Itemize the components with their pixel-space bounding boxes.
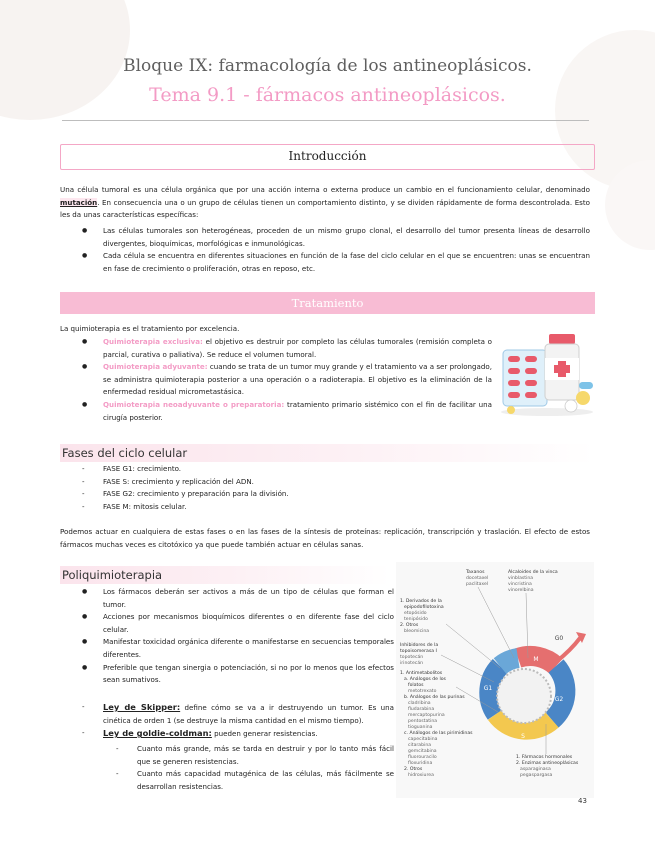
- diagram-label: floxuridina: [408, 761, 433, 766]
- diagram-label: tenipósido: [404, 617, 428, 622]
- medicine-pills-icon: [497, 328, 597, 418]
- diagram-label: pentostatina: [408, 719, 438, 724]
- cell-cycle-diagram: [396, 562, 594, 798]
- resistance-sublist: [116, 743, 394, 793]
- diagram-label: Taxanos: [466, 570, 485, 575]
- law-text: define cómo se va a ir destruyendo un tumor. Es una cinética de orden 1 (se destruye la misma cantidad en el mismo tiempo).: [103, 703, 394, 725]
- diagram-label: metotrexato: [408, 689, 437, 694]
- list-item: - Cuanto más capacidad mutagénica de las células, más fácilmente se desarrollan resistencias.: [116, 768, 394, 793]
- law-text: pueden generar resistencias.: [211, 729, 318, 739]
- highlight-mutacion: mutación: [60, 197, 98, 207]
- diagram-label: docetaxel: [466, 576, 489, 581]
- poli-bullet-list: [82, 586, 394, 687]
- phase-s-label: S: [521, 733, 525, 740]
- law-term: Ley de Skipper:: [103, 702, 181, 712]
- diagram-label: vinblastina: [508, 576, 534, 581]
- list-item: - Cuanto más grande, más se tarda en destruir y por lo tanto más fácil que se generen resistencias.: [116, 743, 394, 768]
- fases-paragraph: Podemos actuar en cualquiera de estas fases o en las fases de la síntesis de proteínas: replicación, transcripción y traslación. El efecto de estos fármacos muchas veces es citotóxico ya que puede también actuar en células sanas.: [60, 527, 590, 549]
- diagram-label: 2. Enzimas antineoplásicas: [516, 761, 579, 766]
- diagram-label: gemcitabina: [408, 749, 437, 754]
- diagram-label: 2. Otros: [400, 623, 419, 628]
- term-text: tratamiento primario sistémico con el fin de facilitar una cirugía posterior.: [103, 399, 492, 422]
- list-item: - FASE G2: crecimiento y preparación para la división.: [82, 488, 582, 501]
- diagram-label: irinotecán: [400, 661, 424, 666]
- diagram-label: etopósido: [404, 611, 427, 616]
- tratamiento-lead: La quimioterapia es el tratamiento por excelencia.: [60, 324, 240, 333]
- list-item: [82, 399, 492, 424]
- diagram-label: topotecán: [400, 655, 424, 660]
- term-label: Quimioterapia neoadyuvante o preparatoria:: [103, 399, 285, 409]
- diagram-label: vinorelbina: [508, 588, 534, 593]
- title-divider: [62, 120, 589, 121]
- intro-text: . En consecuencia una o un grupo de células tienen un comportamiento distinto, y se dividen rápidamente de forma descontrolada. Esto les da unas características específicas:: [60, 197, 590, 220]
- diagram-label: asparaginasa: [520, 767, 551, 772]
- fases-list: [82, 463, 582, 513]
- diagram-label: cladribina: [408, 701, 431, 706]
- intro-paragraph: [60, 184, 590, 222]
- diagram-label: Alcaloides de la vinca: [508, 570, 558, 575]
- term-text: cuando se trata de un tumor muy grande y el tratamiento va a ser prolongado, se administra quimioterapia posterior a una operación o a radioterapia. El objetivo es la eliminación de la enfermedad residual micrometastásica.: [103, 362, 492, 397]
- diagram-label: b. Análogos de las purinas: [404, 695, 465, 700]
- diagram-label: mercaptopurina: [408, 713, 445, 718]
- diagram-label: fludarabina: [408, 707, 435, 712]
- diagram-label: paclitaxel: [466, 582, 489, 587]
- diagram-label: 1. Derivados de la: [400, 599, 442, 604]
- topic-title: Tema 9.1 - fármacos antineoplásicos.: [149, 84, 506, 106]
- diagram-label: citarabina: [408, 743, 432, 748]
- intro-bullet-list: [82, 225, 590, 275]
- page-number: 43: [578, 797, 587, 805]
- diagram-label: capecitabina: [408, 737, 438, 742]
- laws-list: [82, 701, 394, 741]
- tratamiento-list: [82, 336, 492, 424]
- list-item: ● Acciones por mecanismos bioquímicos diferentes o en diferente fase del ciclo celular.: [82, 611, 394, 636]
- list-item: [82, 701, 394, 727]
- diagram-label: tioguanina: [408, 725, 433, 730]
- list-item: - FASE G1: crecimiento.: [82, 463, 582, 476]
- law-term: Ley de goldie-coldman:: [103, 728, 212, 739]
- diagram-label: pegaspargasa: [520, 773, 553, 778]
- diagram-label: hidroxiurea: [408, 773, 434, 778]
- term-label: Quimioterapia exclusiva:: [103, 337, 203, 346]
- list-item: [82, 727, 394, 741]
- diagram-label: c. Análogos de las pirimidinas: [404, 731, 473, 736]
- list-item: ● Cada célula se encuentra en diferentes situaciones en función de la fase del ciclo celular en el que se encuentren: unas se encuentran en fase de crecimiento o proliferación, otras en reposo, etc.: [82, 250, 590, 275]
- list-item: [82, 336, 492, 361]
- term-text: el objetivo es destruir por completo las células tumorales (remisión completa o parcial, curativa o paliativa). Se reduce el volumen tumoral.: [103, 337, 493, 359]
- poli-heading: Poliquimioterapia: [60, 566, 390, 584]
- list-item: ● Preferible que tengan sinergia o potenciación, si no por lo menos que los efectos sean sumativos.: [82, 662, 394, 687]
- block-title: Bloque IX: farmacología de los antineoplásicos.: [123, 56, 532, 76]
- list-item: ● Manifestar toxicidad orgánica diferente o manifestarse en secuencias temporales diferentes.: [82, 636, 394, 661]
- term-label: Quimioterapia adyuvante:: [103, 362, 208, 372]
- list-item: [82, 361, 492, 399]
- diagram-label: folatos: [408, 683, 424, 688]
- list-item: - FASE M: mitosis celular.: [82, 501, 582, 514]
- phase-g1-label: G1: [483, 685, 493, 692]
- list-item: ● Las células tumorales son heterogéneas, proceden de un mismo grupo clonal, el desarrollo del tumor presenta líneas de desarrollo divergentes, bioquímicas, morfológicas e inmunológicas.: [82, 225, 590, 250]
- phase-g2-label: G2: [554, 696, 564, 703]
- list-item: - FASE S: crecimiento y replicación del ADN.: [82, 476, 582, 489]
- phase-g0-label: G0: [554, 635, 564, 642]
- tratamiento-heading: Tratamiento: [60, 292, 595, 314]
- diagram-label: fluorouracilo: [408, 755, 437, 760]
- intro-heading: Introducción: [60, 144, 595, 170]
- diagram-label: bleomicina: [404, 629, 430, 634]
- diagram-label: topoisomerasa I: [400, 649, 437, 654]
- diagram-label: 1. Antimetabolitos: [400, 671, 443, 676]
- list-item: ● Los fármacos deberán ser activos a más de un tipo de células que forman el tumor.: [82, 586, 394, 611]
- diagram-label: Inhibidores de la: [400, 643, 439, 648]
- phase-g0-segment: [500, 658, 518, 666]
- diagram-label: 2. Otros: [404, 767, 423, 772]
- phase-m-label: M: [533, 656, 539, 663]
- diagram-label: epipodofilotoxina: [404, 605, 444, 610]
- fases-heading: Fases del ciclo celular: [60, 444, 595, 462]
- intro-text: Una célula tumoral es una célula orgánica que por una acción interna o externa produce un cambio en el funcionamiento celular, denominado: [60, 185, 590, 194]
- diagram-label: vincristina: [508, 582, 532, 587]
- diagram-label: 1. Fármacos hormonales: [516, 755, 573, 760]
- diagram-label: a. Análogos de los: [404, 677, 446, 682]
